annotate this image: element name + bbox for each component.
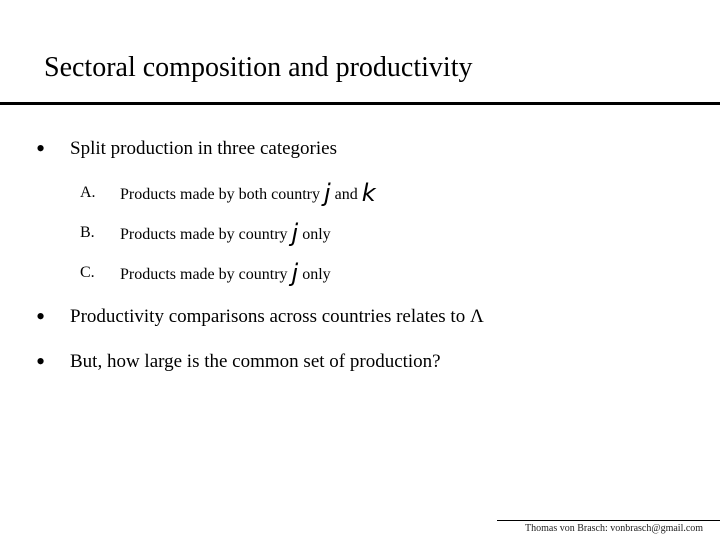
sub-item-letter: C. [80, 264, 95, 281]
sub-item-text [120, 221, 331, 247]
sub-item-text-before: Products made by both country [120, 186, 320, 203]
sub-item-text-middle: and [334, 186, 358, 203]
math-variable-j: j [291, 219, 299, 247]
bullet-text: But, how large is the common set of production? [70, 351, 441, 372]
sub-item-letter: A. [80, 184, 96, 201]
sub-item-text-after: only [302, 226, 331, 243]
bullet-icon: • [36, 134, 46, 163]
slide-footer: Thomas von Brasch: vonbrasch@gmail.com [497, 520, 720, 540]
sub-item-letter: B. [80, 224, 95, 241]
sub-item-text-before: Products made by country [120, 226, 288, 243]
math-variable-k: k [361, 179, 376, 207]
bullet-text: Split production in three categories [70, 138, 337, 159]
bullet-icon: • [36, 302, 46, 331]
bullet-text: Productivity comparisons across countries relates to Λ [70, 306, 484, 327]
bullet-icon: • [36, 347, 46, 376]
math-variable-j: j [291, 259, 299, 287]
slide-title: Sectoral composition and productivity [44, 52, 473, 83]
sub-item-text [120, 261, 331, 287]
sub-item-text-before: Products made by country [120, 266, 288, 283]
sub-item-text [120, 181, 380, 207]
math-variable-j: j [323, 179, 331, 207]
sub-item-text-after: only [302, 266, 331, 283]
title-divider [0, 102, 720, 105]
